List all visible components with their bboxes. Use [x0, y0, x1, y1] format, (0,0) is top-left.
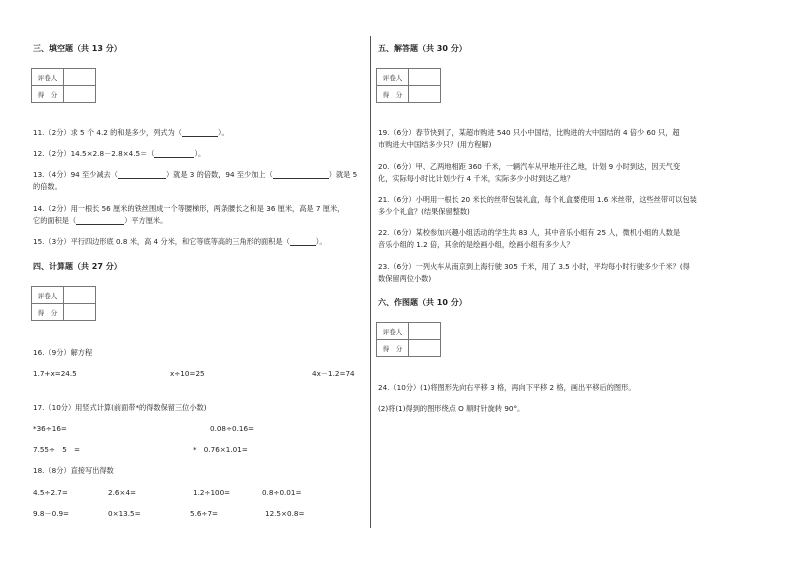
reviewer-field [64, 69, 96, 86]
question-22-cont: 音乐小组的 1.2 倍，其余的是绘画小组，绘画小组有多少人？ [378, 240, 574, 249]
calc-item: 1.2÷100= [193, 488, 231, 497]
reviewer-label: 评卷人 [32, 69, 64, 86]
equation: 1.7+x=24.5 [33, 369, 77, 378]
reviewer-label: 评卷人 [377, 69, 409, 86]
column-divider [370, 36, 371, 528]
calc-item: 7.55÷ 5 = [33, 445, 80, 454]
question-21-cont: 多少个礼盒？(结果保留整数) [378, 207, 470, 216]
score-label: 得 分 [32, 86, 64, 103]
score-label: 得 分 [32, 304, 64, 321]
answer-blank [290, 237, 316, 246]
calc-item: 9.8－0.9= [33, 509, 70, 518]
reviewer-label: 评卷人 [377, 323, 409, 340]
question-13-cont: 的倍数。 [33, 182, 62, 191]
question-21: 21.（6分）小明用一根长 20 米长的丝带包装礼盒，每个礼盒要使用 1.6 米丝带，这些丝带可以包装 [378, 195, 697, 204]
reviewer-label: 评卷人 [32, 287, 64, 304]
score-box-section-4 [31, 286, 96, 321]
calc-item: 0.8÷0.01= [262, 488, 302, 497]
score-field [64, 304, 96, 321]
question-24: 24.（10分）(1)将图形先向右平移 3 格，再向下平移 2 格，画出平移后的图形。 [378, 383, 636, 392]
score-box-section-6 [376, 322, 441, 357]
question-13: 13.（4分）94 至少减去（ ）就是 3 的倍数，94 至少加上（ ）就是 5 [33, 170, 358, 179]
score-field [64, 86, 96, 103]
question-16-label: 16.（9分）解方程 [33, 348, 93, 357]
question-19-cont: 市购进大中国结多少只？(用方程解) [378, 140, 492, 149]
question-17-label: 17.（10分）用竖式计算(前面带*的得数保留三位小数) [33, 403, 207, 412]
question-18-label: 18.（8分）直接写出得数 [33, 466, 114, 475]
calc-item: 4.5÷2.7= [33, 488, 68, 497]
question-20-cont: 化，实际每小时比计划少行 4 千米，实际多少小时到达乙地？ [378, 174, 575, 183]
section-3-title: 三、填空题（共 13 分） [33, 44, 122, 53]
question-14-cont: 它的面积是（ ）平方厘米。 [33, 216, 168, 225]
answer-blank [273, 170, 329, 179]
section-5-title: 五、解答题（共 30 分） [378, 44, 467, 53]
equation: x÷10=25 [170, 369, 205, 378]
question-20: 20.（6分）甲、乙两地相距 360 千米，一辆汽车从甲地开往乙地，计划 9 小时到达，因天气变 [378, 162, 681, 171]
score-box-section-3 [31, 68, 96, 103]
calc-item: *36÷16= [33, 424, 67, 433]
question-15: 15.（3分）平行四边形底 0.8 米，高 4 分米，和它等底等高的三角形的面积是（ ）。 [33, 237, 327, 246]
question-22: 22.（6分）某校参加兴趣小组活动的学生共 83 人，其中音乐小组有 25 人，微机小组的人数是 [378, 228, 681, 237]
section-6-title: 六、作图题（共 10 分） [378, 298, 467, 307]
calc-item: 5.6÷7= [190, 509, 219, 518]
score-label: 得 分 [377, 86, 409, 103]
reviewer-field [409, 323, 441, 340]
calc-item: 0.08÷0.16= [210, 424, 255, 433]
score-label: 得 分 [377, 340, 409, 357]
answer-blank [118, 170, 166, 179]
answer-blank [154, 149, 194, 158]
score-field [409, 340, 441, 357]
reviewer-field [409, 69, 441, 86]
section-4-title: 四、计算题（共 27 分） [33, 262, 122, 271]
calc-item: 2.6×4= [108, 488, 137, 497]
question-23: 23.（6分）一列火车从南京到上海行驶 305 千米，用了 3.5 小时，平均每小时行驶多少千米？(得 [378, 262, 690, 271]
question-24-part-2: (2)将(1)得到的图形绕点 O 顺时针旋转 90°。 [378, 404, 525, 413]
question-14: 14.（2分）用一根长 56 厘米的铁丝围成一个等腰梯形，两条腰长之和是 36 厘米，高是 7 厘米， [33, 204, 345, 213]
score-box-section-5 [376, 68, 441, 103]
question-23-cont: 数保留两位小数) [378, 274, 432, 283]
question-12: 12.（2分）14.5×2.8－2.8×4.5＝（ ）。 [33, 149, 206, 158]
equation: 4x－1.2=74 [312, 369, 355, 378]
calc-item: 12.5×0.8= [265, 509, 305, 518]
score-field [409, 86, 441, 103]
question-19: 19.（6分）春节快到了，某超市购进 540 只小中国结，比购进的大中国结的 4 倍少 60 只，超 [378, 128, 680, 137]
answer-blank [76, 216, 124, 225]
calc-item: 0×13.5= [108, 509, 141, 518]
reviewer-field [64, 287, 96, 304]
answer-blank [182, 128, 218, 137]
question-11: 11.（2分）求 5 个 4.2 的和是多少，列式为（ ）。 [33, 128, 229, 137]
calc-item: * 0.76×1.01= [193, 445, 248, 454]
